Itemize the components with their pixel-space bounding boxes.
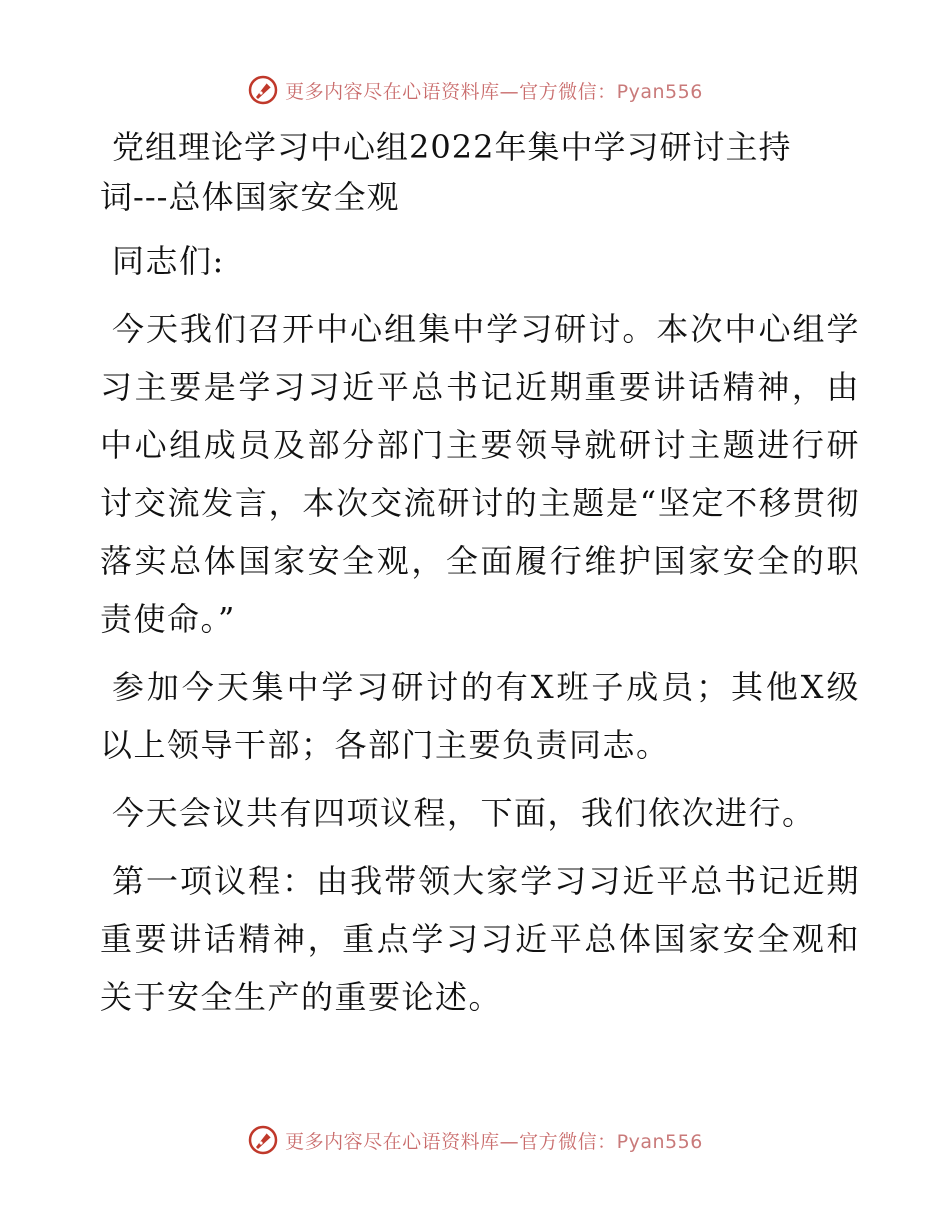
watermark-text: 更多内容尽在心语资料库—官方微信：Pyan556: [285, 80, 703, 103]
watermark-wechat-id: Pyan556: [616, 80, 703, 103]
footer-watermark: [0, 1120, 950, 1160]
document-title: [100, 122, 860, 222]
title-line-2: 词---总体国家安全观: [100, 178, 400, 216]
salutation: 同志们:: [112, 242, 225, 280]
watermark-text: 更多内容尽在心语资料库—官方微信：Pyan556: [285, 1130, 703, 1153]
pen-nib-logo-icon: [247, 74, 279, 106]
paragraph-1: 今天我们召开中心组集中学习研讨。本次中心组学习主要是学习习近平总书记近期重要讲话精神，由中心组成员及部分部门主要领导就研讨主题进行研讨交流发言，本次交流研讨的主题是“坚定不移贯彻落实总体国家安全观，全面履行维护国家安全的职责使命。”: [100, 310, 860, 638]
title-line-1: 党组理论学习中心组2022年集中学习研讨主持: [112, 128, 792, 166]
paragraph-2: 参加今天集中学习研讨的有X班子成员；其他X级以上领导干部；各部门主要负责同志。: [100, 668, 860, 764]
header-watermark: [0, 70, 950, 110]
paragraph-4: 第一项议程：由我带领大家学习习近平总书记近期重要讲话精神，重点学习习近平总体国家安全观和关于安全生产的重要论述。: [100, 862, 860, 1016]
document-body: [100, 122, 860, 1036]
paragraph-3: 今天会议共有四项议程，下面，我们依次进行。: [112, 794, 816, 832]
watermark-wechat-id: Pyan556: [616, 1130, 703, 1153]
pen-nib-logo-icon: [247, 1124, 279, 1156]
